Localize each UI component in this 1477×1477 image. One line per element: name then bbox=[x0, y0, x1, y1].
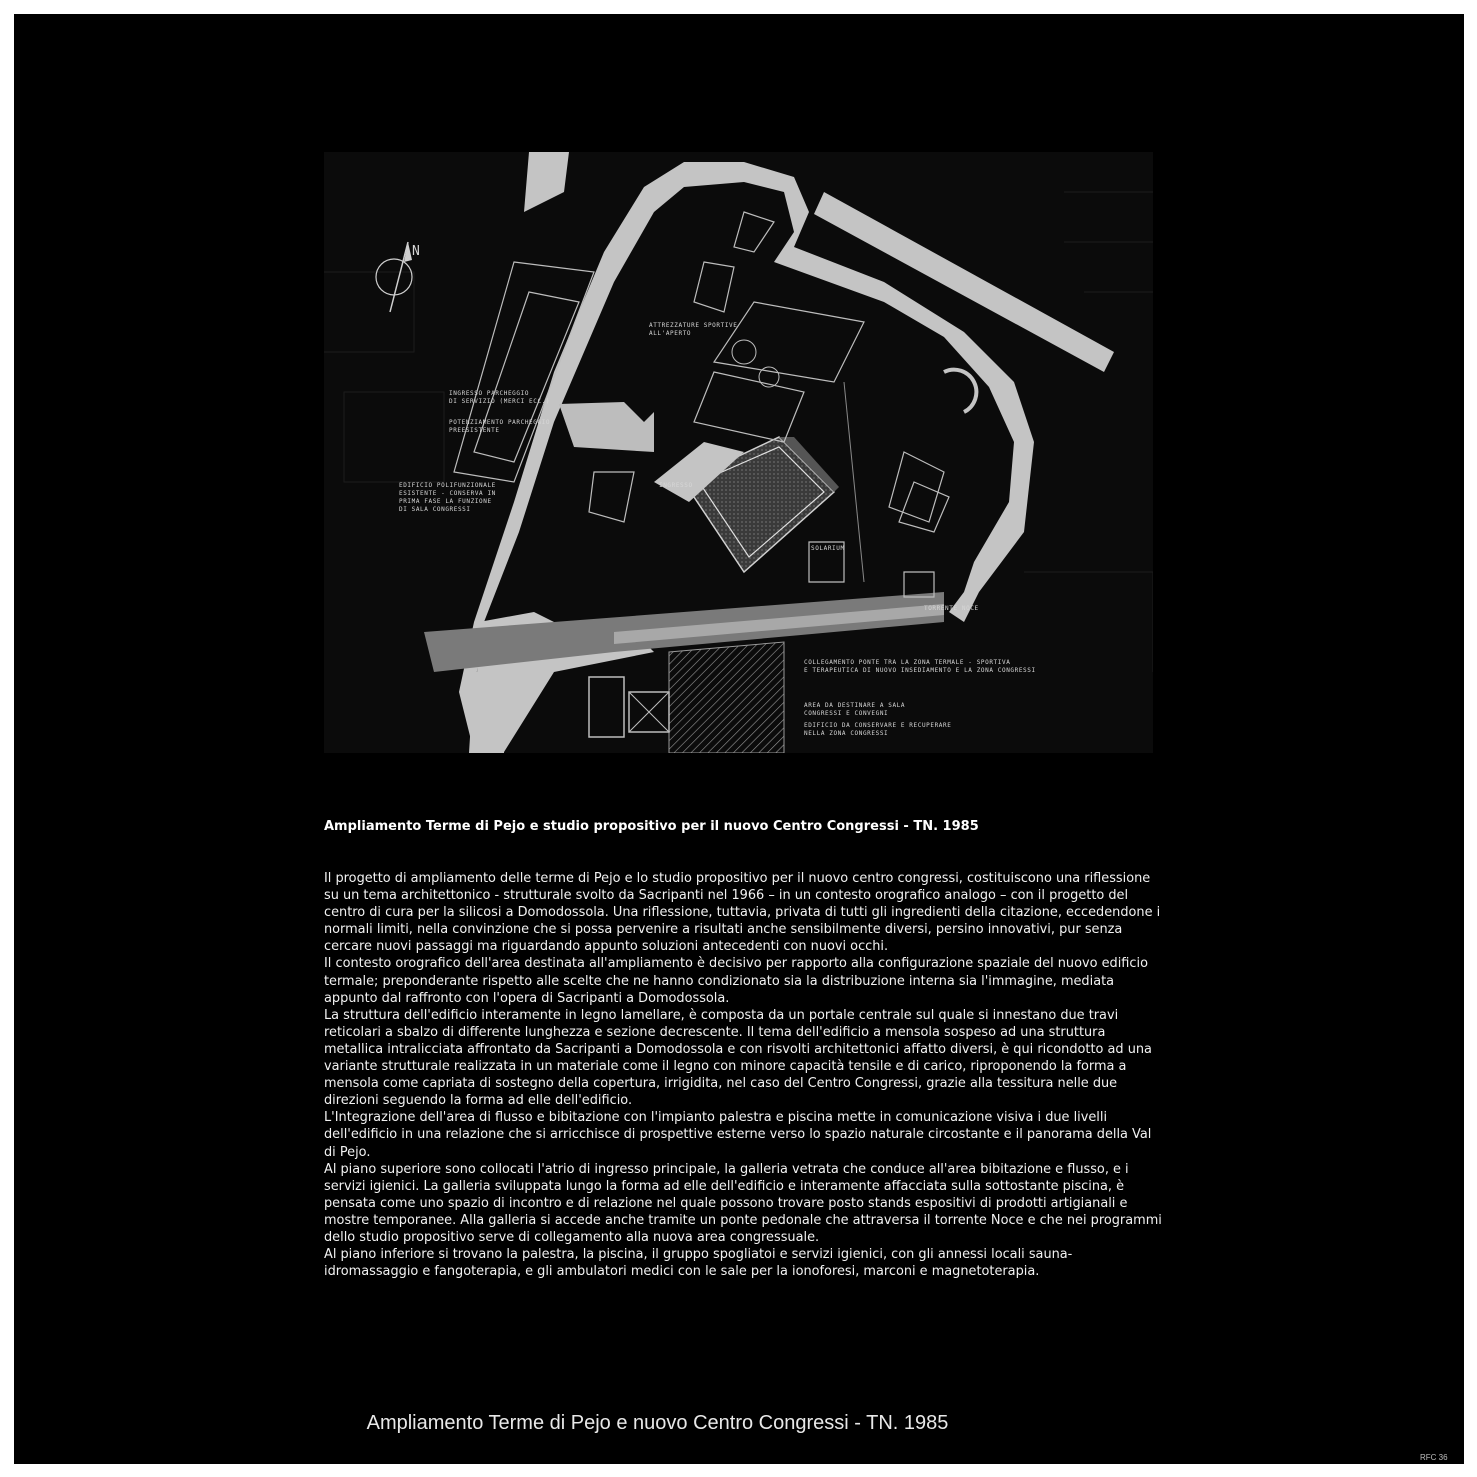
plan-label: PRIMA FASE LA FUNZIONE bbox=[399, 498, 492, 505]
plan-label: POTENZIAMENTO PARCHEGGIO bbox=[449, 419, 551, 426]
plan-label: NELLA ZONA CONGRESSI bbox=[804, 730, 889, 737]
paragraph: Il contesto orografico dell'area destinata all'ampliamento è decisivo per rapporto alla configurazione spaziale del nuovo edificio termale; preponderante rispetto alle scelte che ne hanno condizionato sia la distribuzione interna sia l'immagine, mediata appunto dal raffronto con l'opera di Sacripanti a Domodossola. bbox=[324, 956, 1148, 1006]
plan-label: INGRESSO bbox=[659, 482, 693, 489]
plan-label: SOLARIUM bbox=[811, 545, 845, 552]
paragraph: Al piano inferiore si trovano la palestra, la piscina, il gruppo spogliatoi e servizi igienici, con gli annessi locali sauna-idromassaggio e fangoterapia, e gli ambulatori medici con le sale per la ionoforesi, marconi e magnetoterapia. bbox=[324, 1247, 1073, 1280]
plan-label: DI SERVIZIO (MERCI ECC.) bbox=[449, 398, 551, 405]
footer-title: Ampliamento Terme di Pejo e nuovo Centro Congressi - TN. 1985 bbox=[366, 1412, 949, 1434]
plan-label: ATTREZZATURE SPORTIVE bbox=[649, 322, 738, 329]
paragraph: Il progetto di ampliamento delle terme di Pejo e lo studio propositivo per il nuovo centro congressi, costituiscono una riflessione su un tema architettonico - strutturale svolto da Sacripanti nel 1966 – in un contesto orografico analogo – con il progetto del centro di cura per la silicosi a Domodossola. Una riflessione, tuttavia, privata di tutti gli ingredienti della citazione, eccedendone i normali limiti, nella convinzione che si possa pervenire a risultati anche sensibilmente diversi, persino innovativi, pur senza cercare nuovi passaggi ma riguardando appunto soluzioni antecedenti con nuovi occhi. bbox=[324, 871, 1161, 955]
plan-label: E TERAPEUTICA DI NUOVO INSEDIAMENTO E LA ZONA CONGRESSI bbox=[804, 667, 1036, 674]
plan-label: INGRESSO PARCHEGGIO bbox=[449, 390, 530, 397]
north-label: N bbox=[412, 244, 421, 259]
paragraph: L'Integrazione dell'area di flusso e bibitazione con l'impianto palestra e piscina mette in comunicazione visiva i due livelli dell'edificio in una relazione che si arricchisce di prospettive esterne verso lo spazio naturale circostante e il panorama della Val di Pejo. bbox=[324, 1110, 1152, 1160]
plan-label: PREESISTENTE bbox=[449, 427, 500, 434]
project-heading: Ampliamento Terme di Pejo e studio propositivo per il nuovo Centro Congressi - TN. 1985 bbox=[324, 819, 979, 834]
paragraph: Al piano superiore sono collocati l'atrio di ingresso principale, la galleria vetrata che conduce all'area bibitazione e flusso, e i servizi igienici. La galleria sviluppata lungo la forma ad elle dell'edificio e interamente affacciata sulla sottostante piscina, è pensata come uno spazio di incontro e di relazione nel quale possono trovare posto stands espositivi di prodotti artigianali e mostre temporanee. Alla galleria si accede anche tramite un ponte pedonale che attraversa il torrente Noce e che nei programmi dello studio propositivo serve di collegamento alla nuova area congressuale. bbox=[324, 1161, 1162, 1245]
page-reference: RFC 36 bbox=[1420, 1453, 1448, 1462]
paragraph: La struttura dell'edificio interamente in legno lamellare, è composta da un portale centrale sul quale si innestano due travi reticolari a sbalzo di differente lunghezza e sezione decrescente. Il tema dell'edificio a mensola sospeso ad una struttura metallica intralicciata affrontato da Sacripanti a Domodossola e con risvolti architettonici affatto diversi, è qui ricondotto ad una variante strutturale realizzata in un materiale come il legno con minore capacità tensile e di carico, riproponendo la forma a mensola come capriata di sostegno della copertura, irrigidita, nel caso del Centro Congressi, grazie alla tessitura nelle due direzioni seguendo la forma ad elle dell'edificio. bbox=[324, 1007, 1152, 1109]
site-plan-image bbox=[324, 152, 1153, 753]
plan-label: COLLEGAMENTO PONTE TRA LA ZONA TERMALE - SPORTIVA bbox=[804, 659, 1011, 666]
plan-label: TORRENTE NOCE bbox=[924, 605, 979, 612]
plan-label: ALL'APERTO bbox=[649, 330, 692, 337]
plan-label: DI SALA CONGRESSI bbox=[399, 506, 471, 513]
description-text bbox=[324, 870, 1164, 1280]
site-plan-drawing bbox=[324, 152, 1153, 753]
plan-label: CONGRESSI E CONVEGNI bbox=[804, 710, 889, 717]
plan-label: EDIFICIO DA CONSERVARE E RECUPERARE bbox=[804, 722, 952, 729]
plan-label: EDIFICIO POLIFUNZIONALE bbox=[399, 482, 496, 489]
plan-label: AREA DA DESTINARE A SALA bbox=[804, 702, 906, 709]
congress-area bbox=[669, 642, 784, 753]
plan-label: ESISTENTE - CONSERVA IN bbox=[399, 490, 496, 497]
page-sheet bbox=[14, 14, 1464, 1464]
